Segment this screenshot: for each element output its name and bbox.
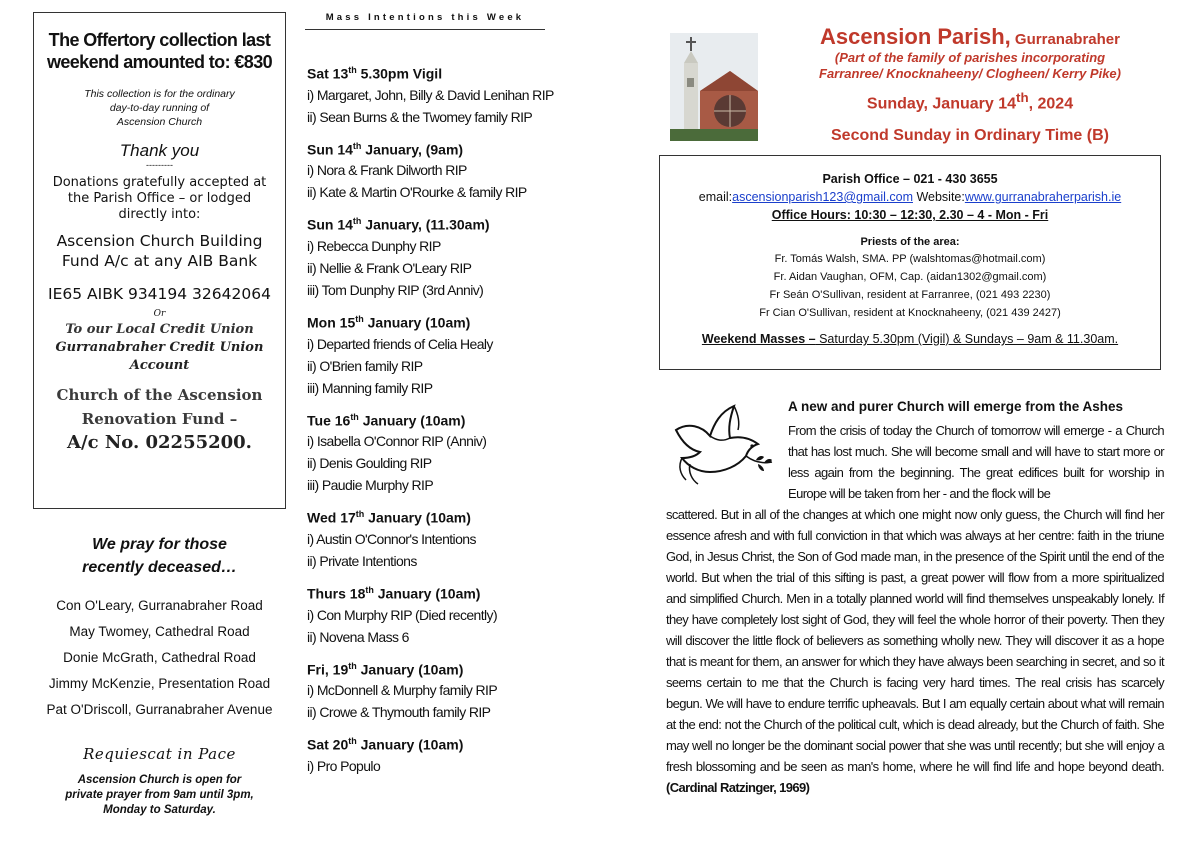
parish-office-box	[659, 155, 1161, 370]
or-text: Or	[153, 309, 166, 319]
weekend-text: Saturday 5.30pm (Vigil) & Sundays – 9am & 11.30am.	[815, 332, 1119, 346]
building-fund	[34, 231, 285, 271]
mass-day-title	[307, 656, 587, 680]
donations-1: Donations gratefully accepted at	[52, 175, 267, 190]
mass-day-title	[307, 731, 587, 755]
deceased-name: Pat O'Driscoll, Gurranabraher Avenue	[46, 702, 273, 717]
mass-intention: i) Isabella O'Connor RIP (Anniv)	[307, 433, 487, 450]
article-body-top: From the crisis of today the Church of tomorrow will emerge - a Church that has lost much. She will become small and will have to start more or less again from the beginning. The great edifices built for worship in Europe will be taken from her - and the flock will be	[788, 423, 1164, 501]
mass-intention: ii) Denis Goulding RIP	[307, 455, 432, 472]
mass-day-title	[307, 211, 587, 235]
mass-intention: iii) Tom Dunphy RIP (3rd Anniv)	[307, 281, 484, 298]
mass-intention: ii) O'Brien family RIP	[307, 357, 423, 374]
mass-intention: i) Nora & Frank Dilworth RIP	[307, 162, 467, 179]
website-link[interactable]: www.gurranabraherparish.ie	[964, 190, 1122, 204]
parish-header	[765, 24, 1175, 145]
mass-intention: ii) Kate & Martin O'Rourke & family RIP	[307, 184, 527, 201]
liturgical-sunday: Second Sunday in Ordinary Time (B)	[831, 127, 1109, 145]
mass-intention: i) Austin O'Connor's Intentions	[307, 530, 476, 547]
credit-union-1: To our Local Credit Union	[65, 322, 254, 337]
donations-2: the Parish Office – or lodged	[67, 191, 252, 206]
mass-intention: i) Margaret, John, Billy & David Lenihan RIP	[307, 86, 554, 103]
family-line-2: Farranree/ Knocknaheeny/ Clogheen/ Kerry Pike)	[819, 66, 1121, 81]
priest-item: Fr. Tomás Walsh, SMA. PP (walshtomas@hotmail.com)	[774, 253, 1046, 265]
parish-name	[765, 24, 1175, 50]
day-title-pre: Thurs 18	[307, 585, 366, 602]
priests-title: Priests of the area:	[860, 236, 960, 248]
requiescat: Requiescat in Pace	[83, 745, 236, 763]
open-2: private prayer from 9am until 3pm,	[65, 789, 254, 801]
church-image	[670, 33, 758, 141]
priest-item: Fr Seán O'Sullivan, resident at Farranree, (021 493 2230)	[769, 289, 1051, 301]
deceased-name: May Twomey, Cathedral Road	[69, 624, 250, 639]
mass-intention: ii) Novena Mass 6	[307, 628, 409, 645]
date-sup: th	[1016, 90, 1029, 105]
offertory-title-1: The Offertory collection last	[48, 30, 271, 50]
mass-day	[307, 407, 587, 497]
offertory-note-2: day-to-day running of	[109, 102, 210, 114]
priest-item: Fr. Aidan Vaughan, OFM, Cap. (aidan1302@gmail.com)	[773, 271, 1047, 283]
mass-day	[307, 504, 587, 572]
article-signature: (Cardinal Ratzinger, 1969)	[666, 780, 810, 795]
mass-day	[307, 60, 587, 128]
day-title-post: January (10am)	[364, 509, 471, 526]
mass-day-title	[307, 60, 587, 84]
parish-office-title: Parish Office – 021 - 430 3655	[822, 172, 998, 186]
weekend-masses	[660, 332, 1160, 346]
day-title-post: January (10am)	[356, 736, 464, 753]
mass-intention: i) Rebecca Dunphy RIP	[307, 237, 441, 254]
day-title-pre: Wed 17	[307, 509, 356, 526]
website-label: Website:	[912, 190, 965, 204]
account-number: A/c No. 02255200.	[67, 432, 252, 453]
date-post: , 2024	[1028, 95, 1074, 113]
renovation-fund	[34, 383, 285, 431]
mass-intention: i) Departed friends of Celia Healy	[307, 335, 493, 352]
day-title-sup: th	[355, 509, 365, 520]
offertory-note	[34, 87, 285, 129]
mass-intention: ii) Sean Burns & the Twomey family RIP	[307, 108, 533, 125]
deceased-title-1: We pray for those	[92, 536, 227, 553]
day-title-sup: th	[365, 584, 374, 595]
deceased-name: Donie McGrath, Cathedral Road	[63, 650, 256, 665]
day-title-pre: Mon 15	[307, 314, 356, 331]
day-title-sup: th	[348, 660, 357, 671]
mass-intentions-header: Mass Intentions this Week	[305, 12, 545, 30]
article-title: A new and purer Church will emerge from the Ashes	[788, 399, 1124, 414]
mass-day-title	[307, 309, 587, 333]
day-title-pre: Sat 20	[307, 736, 349, 753]
day-title-sup: th	[352, 216, 362, 227]
mass-intention: ii) Nellie & Frank O'Leary RIP	[307, 259, 472, 276]
mass-day-title	[307, 504, 587, 528]
day-title-pre: Tue 16	[307, 412, 351, 429]
office-contact	[660, 188, 1160, 206]
offertory-title-2: weekend amounted to: €830	[46, 52, 273, 72]
email-label: email:	[698, 190, 733, 204]
parish-area: Gurranabraher	[1010, 31, 1120, 48]
office-hours: Office Hours: 10:30 – 12:30, 2.30 – 4 - Mon - Fri	[771, 208, 1049, 222]
dove-icon	[668, 400, 776, 490]
deceased-name: Con O'Leary, Gurranabraher Road	[56, 598, 263, 613]
family-line-1: (Part of the family of parishes incorporating	[834, 50, 1106, 65]
mass-day-title	[307, 407, 587, 431]
iban: IE65 AIBK 934194 32642064	[48, 285, 271, 303]
offertory-note-3: Ascension Church	[116, 116, 203, 128]
open-3: Monday to Saturday.	[103, 804, 216, 816]
renovation-2: Renovation Fund –	[81, 410, 238, 428]
day-title-sup: th	[348, 65, 357, 75]
mass-intention: i) McDonnell & Murphy family RIP	[307, 682, 498, 699]
day-title-pre: Fri, 19	[307, 661, 349, 678]
day-title-post: January (10am)	[358, 412, 466, 429]
parish-name-main: Ascension Parish,	[820, 24, 1011, 49]
priest-item: Fr Cian O'Sullivan, resident at Knocknaheeny, (021 439 2427)	[759, 307, 1061, 319]
mass-intention: i) Con Murphy RIP (Died recently)	[307, 606, 498, 623]
weekend-label: Weekend Masses –	[701, 332, 816, 346]
mass-intention: i) Pro Populo	[307, 757, 381, 774]
mass-day-title	[307, 136, 587, 160]
deceased-name: Jimmy McKenzie, Presentation Road	[48, 676, 271, 691]
mass-day	[307, 731, 587, 777]
day-title-sup: th	[348, 736, 357, 747]
mass-intention: iii) Paudie Murphy RIP	[307, 477, 434, 494]
credit-union-3: Account	[129, 358, 190, 373]
article-body	[666, 504, 1164, 798]
fund-1: Ascension Church Building	[56, 232, 263, 250]
donations-3: directly into:	[118, 207, 201, 222]
deceased-title-2: recently deceased…	[82, 559, 237, 576]
fund-2: Fund A/c at any AIB Bank	[61, 252, 258, 270]
church-open-notice	[33, 773, 286, 818]
day-title-post: January, (11.30am)	[361, 216, 490, 233]
mass-day	[307, 656, 587, 724]
deceased-list	[33, 593, 286, 723]
thank-you: Thank you	[119, 141, 200, 160]
mass-day-title	[307, 580, 587, 604]
day-title-post: January, (9am)	[361, 141, 464, 158]
day-title-post: January (10am)	[363, 314, 471, 331]
day-title-pre: Sun 14	[307, 216, 353, 233]
mass-intentions-list	[307, 60, 587, 785]
email-link[interactable]: ascensionparish123@gmail.com	[732, 190, 913, 204]
thanks-dashes: ---------	[146, 160, 173, 170]
open-1: Ascension Church is open for	[77, 774, 242, 786]
mass-intention: ii) Private Intentions	[307, 552, 417, 569]
day-title-sup: th	[350, 411, 359, 422]
renovation-1: Church of the Ascension	[56, 386, 263, 404]
article-body-text: scattered. But in all of the changes at which one might now only guess, the Church will find her essence afresh and with full conviction in that which was always at her centre: faith in the triune God, in Jesus Christ, the Son of God made man, in the presence of the Spirit until the end of the world. But when the trial of this sifting is past, a great power will flow from a more spiritualized and simplified Church. Men in a totally planned world will find themselves unspeakably lonely. If they have completely lost sight of God, they will feel the whole horror of their poverty. Then they will discover the little flock of believers as something wholly new. They will discover it as a hope that is meant for them, an answer for which they have always been searching in secret, and so it seems certain to me that the Church is facing very hard times. The real crisis has scarcely begun. We will have to endure terrific upheavals. But I am equally certain about what will remain at the end: not the Church of the political cult, which is dead already, but the Church of faith. She may well no longer be the dominant social power that she was until recently; but she will enjoy a fresh blossoming and be seen as man's home, where he will find life and hope beyond death.	[666, 507, 1164, 774]
mass-day	[307, 580, 587, 648]
donations-text	[34, 175, 285, 223]
day-title-sup: th	[352, 140, 362, 151]
credit-union-2: Gurranabraher Credit Union	[55, 340, 264, 355]
day-title-pre: Sun 14	[307, 141, 353, 158]
bulletin-date	[765, 90, 1175, 113]
mass-intention: iii) Manning family RIP	[307, 379, 433, 396]
date-pre: Sunday, January 14	[866, 95, 1017, 113]
mass-intention: ii) Crowe & Thymouth family RIP	[307, 704, 491, 721]
day-title-post: January (10am)	[356, 661, 464, 678]
day-title-post: January (10am)	[373, 585, 481, 602]
offertory-box	[33, 12, 286, 509]
offertory-note-1: This collection is for the ordinary	[84, 88, 235, 100]
day-title-sup: th	[355, 313, 364, 324]
mass-day	[307, 309, 587, 399]
day-title-pre: Sat 13	[307, 65, 349, 82]
deceased-section	[33, 533, 286, 818]
mass-day	[307, 211, 587, 301]
mass-day	[307, 136, 587, 204]
day-title-post: 5.30pm Vigil	[356, 65, 443, 82]
